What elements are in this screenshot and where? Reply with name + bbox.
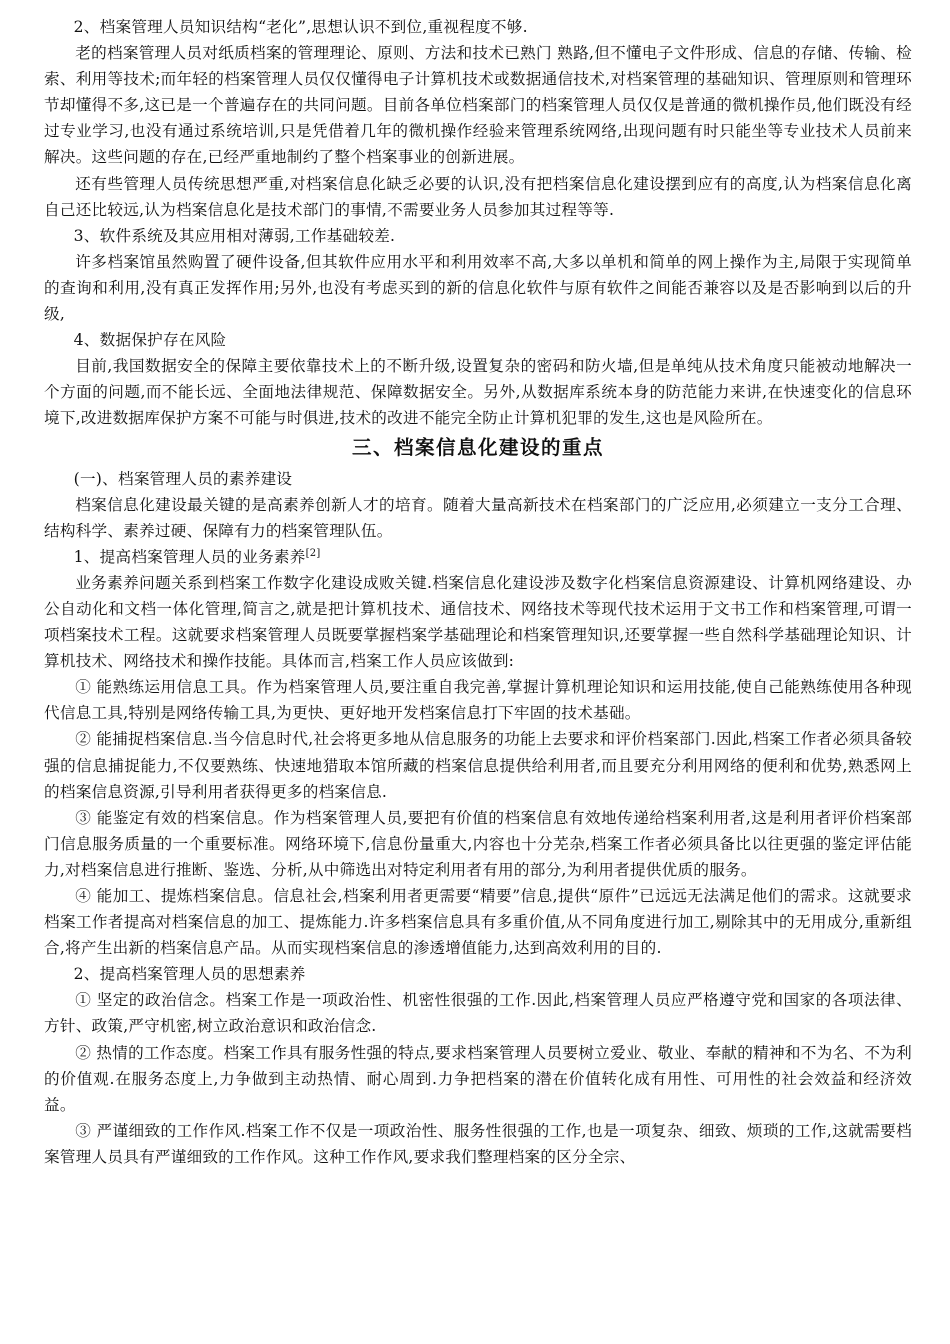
list-item-identify-info: ③ 能鉴定有效的档案信息。作为档案管理人员,要把有价值的档案信息有效地传递给档案利用者,这是利用者评价档案部门信息服务质量的一个重要标准。网络环境下,信息份量重大,内容也十分芜杂,档案工作者必须具备比以往更强的鉴定评估能力,对档案信息进行推断、鉴选、分析,从中筛选出对特定利用者有用的部分,为利用者提供优质的服务。 <box>44 808 912 879</box>
list-item-capture-info: ② 能捕捉档案信息.当今信息时代,社会将更多地从信息服务的功能上去要求和评价档案部门.因此,档案工作者必须具备较强的信息捕捉能力,不仅要熟练、快速地猎取本馆所藏的档案信息提供给利用者,而且要充分利用网络的便利和优势,熟悉网上的档案信息资源,引导利用者获得更多的档案信息. <box>44 730 912 801</box>
subheading-ideological-quality: 2、提高档案管理人员的思想素养 <box>73 965 306 984</box>
subheading-data-risk: 4、数据保护存在风险 <box>73 331 227 350</box>
list-item-info-tools: ① 能熟练运用信息工具。作为档案管理人员,要注重自我完善,掌握计算机理论知识和运用技能,使自己能熟练使用各种现代信息工具,特别是网络传输工具,为更快、更好地开发档案信息打下牢固的技术基础。 <box>44 678 912 723</box>
subheading-quality-building: (一)、档案管理人员的素养建设 <box>73 469 293 488</box>
subheading-business-quality-text: 1、提高档案管理人员的业务素养 <box>73 547 306 566</box>
paragraph-software: 许多档案馆虽然购置了硬件设备,但其软件应用水平和利用效率不高,大多以单机和简单的网上操作为主,局限于实现简单的查询和利用,没有真正发挥作用;另外,也没有考虑买到的新的信息化软件与原有软件之间能否兼容以及是否影响到以后的升级, <box>44 252 912 324</box>
paragraph-talent: 档案信息化建设最关键的是高素养创新人才的培育。随着大量高新技术在档案部门的广泛应用,必须建立一支分工合理、结构科学、素养过硬、保障有力的档案管理队伍。 <box>44 495 912 540</box>
paragraph-data-security: 目前,我国数据安全的保障主要依靠技术上的不断升级,设置复杂的密码和防火墙,但是单纯从技术角度只能被动地解决一个方面的问题,而不能长远、全面地法律规范、保障数据安全。另外,从数据库系统本身的防范能力来讲,在快速变化的信息环境下,改进数据库保护方案不可能与时俱进,技术的改进不能完全防止计算机犯罪的发生,这也是风险所在。 <box>44 357 912 428</box>
list-item-process-info: ④ 能加工、提炼档案信息。信息社会,档案利用者更需要“精要”信息,提供“原件”已远远无法满足他们的需求。这就要求档案工作者提高对档案信息的加工、提炼能力.许多档案信息具有多重价值,从不同角度进行加工,剔除其中的无用成分,重新组合,将产生出新的档案信息产品。从而实现档案信息的渗透增值能力,达到高效利用的目的. <box>44 887 912 958</box>
subheading-business-quality <box>44 544 912 570</box>
subheading-software-weak: 3、软件系统及其应用相对薄弱,工作基础较差. <box>73 226 396 245</box>
list-item-political-belief: ① 坚定的政治信念。档案工作是一项政治性、机密性很强的工作.因此,档案管理人员应严格遵守党和国家的各项法律、方针、政策,严守机密,树立政治意识和政治信念. <box>44 991 912 1036</box>
section-title: 三、档案信息化建设的重点 <box>351 435 604 459</box>
paragraph-traditional-thinking: 还有些管理人员传统思想严重,对档案信息化缺乏必要的认识,没有把档案信息化建设摆到应有的高度,认为档案信息化离自己还比较远,认为档案信息化是技术部门的事情,不需要业务人员参加其过程等等. <box>44 174 912 219</box>
citation-ref[interactable]: [2] <box>305 547 321 559</box>
subheading-knowledge-structure: 2、档案管理人员知识结构“老化”,思想认识不到位,重视程度不够. <box>73 18 528 36</box>
paragraph-old-staff: 老的档案管理人员对纸质档案的管理理论、原则、方法和技术已熟门 熟路,但不懂电子文件形成、信息的存储、传输、检索、利用等技术;而年轻的档案管理人员仅仅懂得电子计算机技术或数据通信技术,对档案管理的基础知识、管理原则和管理环节却懂得不多,这已是一个普遍存在的共同问题。目前各单位档案部门的档案管理人员仅仅是普通的微机操作员,他们既没有经过专业学习,也没有通过系统培训,只是凭借着几年的微机操作经验来管理系统网络,出现问题有时只能坐等专业技术人员前来解决。这些问题的存在,已经严重地制约了整个档案事业的创新进展。 <box>44 44 912 167</box>
paragraph-business-quality: 业务素养问题关系到档案工作数字化建设成败关键.档案信息化建设涉及数字化档案信息资源建设、计算机网络建设、办公自动化和文档一体化管理,简言之,就是把计算机技术、通信技术、网络技术等现代技术运用于文书工作和档案管理,可谓一项档案技术工程。这就要求档案管理人员既要掌握档案学基础理论和档案管理知识,还要掌握一些自然科学基础理论知识、计算机技术、网络技术和操作技能。具体而言,档案工作人员应该做到: <box>44 573 912 671</box>
list-item-work-style: ③ 严谨细致的工作作风.档案工作不仅是一项政治性、服务性很强的工作,也是一项复杂、细致、烦琐的工作,这就需要档案管理人员具有严谨细致的工作作风。这种工作作风,要求我们整理档案的区分全宗、 <box>44 1121 912 1166</box>
list-item-work-attitude: ② 热情的工作态度。档案工作具有服务性强的特点,要求档案管理人员要树立爱业、敬业、奉献的精神和不为名、不为利的价值观.在服务态度上,力争做到主动热情、耐心周到.力争把档案的潜在价值转化成有用性、可用性的社会效益和经济效益。 <box>44 1043 912 1114</box>
